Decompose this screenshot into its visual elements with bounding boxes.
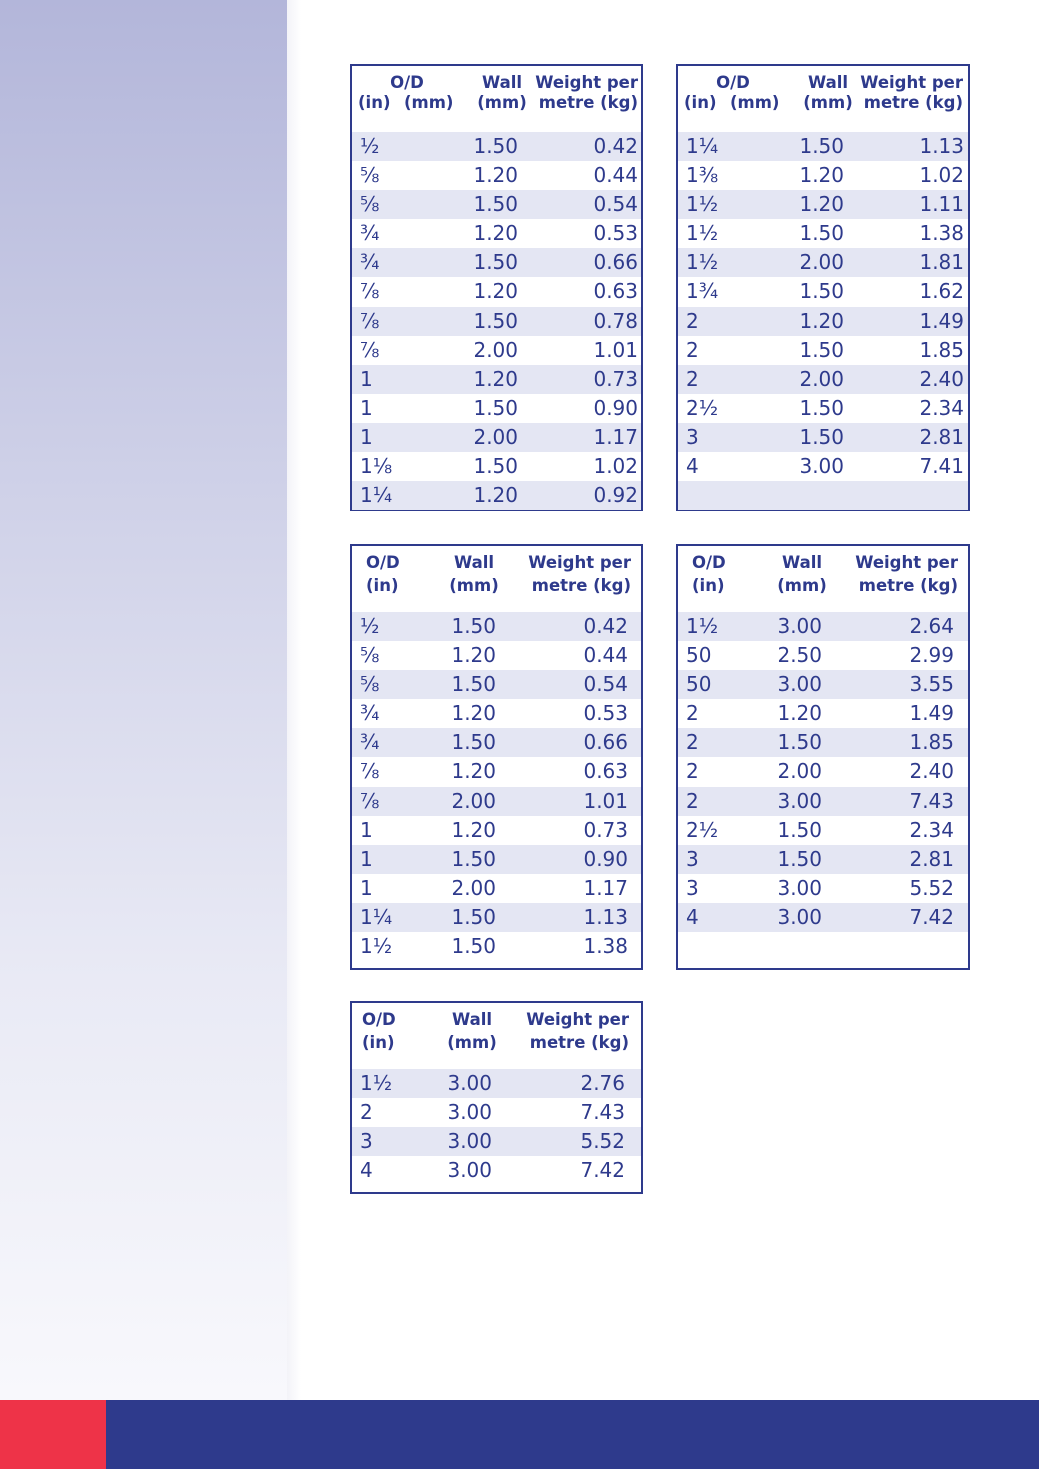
table-row (352, 161, 641, 190)
weight-cell: 0.44 (593, 163, 638, 188)
weight-cell: 0.53 (593, 221, 638, 246)
weight-cell: 0.73 (593, 366, 638, 391)
weight-cell: 0.90 (583, 846, 628, 871)
od-cell: ⅞ (360, 788, 380, 813)
wall-cell: 1.20 (451, 759, 496, 784)
footer-red-block (0, 1400, 106, 1469)
tube-table-2 (676, 64, 970, 511)
wall-cell: 1.20 (473, 221, 518, 246)
table-row (678, 219, 968, 248)
wall-cell: 1.50 (799, 134, 844, 158)
wall-cell: 1.20 (451, 643, 496, 668)
table-row (352, 452, 641, 481)
wall-cell: 2.00 (451, 788, 496, 813)
weight-cell: 5.52 (909, 875, 954, 900)
table-row (352, 481, 641, 510)
weight-cell: 7.41 (919, 454, 964, 479)
in-unit: (in) (362, 1033, 395, 1052)
table-row (352, 1069, 641, 1098)
wall-header: Wall (451, 1010, 493, 1029)
table-row (352, 641, 641, 670)
table-row (352, 1156, 641, 1185)
weight-cell: 1.49 (909, 701, 954, 726)
in-unit: (in) (684, 93, 717, 112)
wall-cell: 1.20 (799, 192, 844, 217)
od-cell: 1½ (360, 1071, 393, 1095)
wall-header: Wall (807, 73, 849, 92)
weight-cell: 1.01 (583, 788, 628, 813)
wall-cell: 1.50 (799, 424, 844, 449)
wall-cell: 1.50 (473, 308, 518, 333)
od-cell: 50 (686, 643, 712, 668)
od-cell: 1⅜ (686, 163, 719, 188)
weight-unit: metre (kg) (538, 93, 638, 112)
od-cell: ¾ (360, 701, 380, 726)
table-row (678, 670, 968, 699)
od-cell: ⅝ (360, 672, 380, 697)
od-cell: 50 (686, 672, 712, 697)
weight-cell: 1.01 (593, 337, 638, 362)
wall-cell: 3.00 (447, 1129, 492, 1154)
weight-cell: 2.64 (909, 614, 954, 638)
sidebar-shadow (287, 0, 301, 1400)
weight-cell: 1.11 (919, 192, 964, 217)
wall-cell: 3.00 (447, 1071, 492, 1095)
weight-cell: 1.85 (919, 337, 964, 362)
weight-unit: metre (kg) (863, 93, 963, 112)
od-header: O/D (366, 553, 400, 572)
wall-cell: 3.00 (447, 1100, 492, 1125)
wall-cell: 1.20 (473, 279, 518, 304)
weight-cell: 2.40 (919, 366, 964, 391)
od-cell: 3 (686, 875, 699, 900)
weight-header: Weight per (860, 73, 963, 92)
wall-header: Wall (453, 553, 495, 572)
wall-cell: 1.20 (799, 163, 844, 188)
od-cell: 2 (686, 308, 699, 333)
weight-cell: 0.90 (593, 395, 638, 420)
wall-cell: 3.00 (799, 454, 844, 479)
wall-cell: 1.50 (799, 221, 844, 246)
table-header (352, 1003, 641, 1067)
table-row (678, 277, 968, 306)
od-header: O/D (716, 73, 750, 92)
od-cell: 4 (686, 904, 699, 929)
table-row (352, 1098, 641, 1127)
table-row (352, 728, 641, 757)
table-header (678, 546, 968, 610)
weight-cell: 1.81 (919, 250, 964, 275)
footer-blue-bar (106, 1400, 1039, 1469)
weight-header: Weight per (855, 553, 958, 572)
od-cell: 2 (686, 759, 699, 784)
wall-cell: 3.00 (777, 614, 822, 638)
table-row (678, 845, 968, 874)
wall-cell: 1.50 (473, 454, 518, 479)
table-row (678, 190, 968, 219)
weight-unit: metre (kg) (858, 576, 958, 595)
od-cell: 1 (360, 366, 373, 391)
table-body (678, 612, 968, 932)
mm-unit: (mm) (404, 93, 454, 112)
od-cell: ⅞ (360, 759, 380, 784)
table-row (352, 336, 641, 365)
od-cell: ⅝ (360, 192, 380, 217)
weight-cell: 1.13 (919, 134, 964, 158)
od-cell: 1 (360, 846, 373, 871)
weight-cell: 1.38 (919, 221, 964, 246)
weight-header: Weight per (528, 553, 631, 572)
weight-unit: metre (kg) (529, 1033, 629, 1052)
table-row (678, 757, 968, 786)
table-row (678, 132, 968, 161)
table-row (352, 612, 641, 641)
weight-cell: 0.54 (593, 192, 638, 217)
table-row (678, 728, 968, 757)
sidebar-gradient-panel (0, 0, 287, 1400)
wall-cell: 1.50 (799, 395, 844, 420)
wall-cell: 1.20 (451, 701, 496, 726)
weight-header: Weight per (526, 1010, 629, 1029)
wall-cell: 1.50 (473, 250, 518, 275)
weight-cell: 2.40 (909, 759, 954, 784)
wall-cell: 3.00 (777, 672, 822, 697)
table-row (352, 394, 641, 423)
weight-cell: 0.42 (583, 614, 628, 638)
table-row (678, 161, 968, 190)
od-cell: ⅝ (360, 163, 380, 188)
table-row (352, 816, 641, 845)
od-cell: 3 (686, 424, 699, 449)
wall-unit: (mm) (777, 576, 827, 595)
wall-cell: 2.50 (777, 643, 822, 668)
table-row (678, 816, 968, 845)
od-cell: 1¼ (686, 134, 719, 158)
weight-cell: 2.76 (580, 1071, 625, 1095)
weight-cell: 2.81 (919, 424, 964, 449)
od-cell: 2½ (686, 817, 719, 842)
table-row (678, 423, 968, 452)
table-row (352, 219, 641, 248)
table-row (352, 757, 641, 786)
weight-cell: 0.66 (583, 730, 628, 755)
weight-cell: 7.42 (580, 1158, 625, 1183)
wall-cell: 2.00 (799, 250, 844, 275)
weight-cell: 1.02 (593, 454, 638, 479)
weight-cell: 1.85 (909, 730, 954, 755)
wall-cell: 1.20 (473, 366, 518, 391)
wall-header: Wall (481, 73, 523, 92)
table-row (352, 1127, 641, 1156)
wall-cell: 1.50 (777, 846, 822, 871)
table-row (678, 699, 968, 728)
weight-cell: 2.99 (909, 643, 954, 668)
od-cell: 2½ (686, 395, 719, 420)
wall-cell: 1.50 (451, 846, 496, 871)
tube-table-1 (350, 64, 643, 511)
wall-cell: 3.00 (777, 875, 822, 900)
tube-table-4 (676, 544, 970, 970)
od-cell: 4 (686, 454, 699, 479)
table-row (352, 699, 641, 728)
od-cell: ½ (360, 134, 380, 158)
weight-cell: 7.43 (580, 1100, 625, 1125)
od-cell: 2 (686, 788, 699, 813)
table-row (352, 932, 641, 961)
table-header (352, 66, 641, 130)
wall-cell: 1.50 (451, 672, 496, 697)
table-row (678, 874, 968, 903)
wall-cell: 2.00 (473, 424, 518, 449)
od-cell: 1½ (686, 250, 719, 275)
table-row (352, 423, 641, 452)
weight-cell: 0.92 (593, 483, 638, 508)
wall-cell: 2.00 (799, 366, 844, 391)
table-row (678, 612, 968, 641)
table-row (352, 670, 641, 699)
weight-cell: 0.44 (583, 643, 628, 668)
wall-cell: 1.20 (777, 701, 822, 726)
weight-cell: 0.66 (593, 250, 638, 275)
od-header: O/D (362, 1010, 396, 1029)
od-cell: 1½ (686, 192, 719, 217)
wall-cell: 1.50 (799, 279, 844, 304)
weight-cell: 1.17 (593, 424, 638, 449)
weight-cell: 2.34 (919, 395, 964, 420)
weight-header: Weight per (535, 73, 638, 92)
wall-cell: 1.50 (777, 730, 822, 755)
wall-header: Wall (781, 553, 823, 572)
wall-unit: (mm) (447, 1033, 497, 1052)
wall-cell: 1.20 (473, 163, 518, 188)
od-cell: 1 (360, 875, 373, 900)
wall-cell: 1.50 (473, 134, 518, 158)
table-row (678, 787, 968, 816)
wall-cell: 1.50 (473, 395, 518, 420)
od-cell: ½ (360, 614, 380, 638)
table-row (352, 132, 641, 161)
wall-cell: 1.20 (473, 483, 518, 508)
od-cell: 1½ (686, 221, 719, 246)
tube-table-3 (350, 544, 643, 970)
table-row (352, 190, 641, 219)
wall-unit: (mm) (477, 93, 527, 112)
od-cell: ¾ (360, 250, 380, 275)
wall-cell: 1.50 (451, 904, 496, 929)
od-cell: 2 (686, 730, 699, 755)
od-cell: 1¼ (360, 904, 393, 929)
tube-table-5 (350, 1001, 643, 1194)
od-cell: 2 (686, 366, 699, 391)
od-cell: 1½ (360, 934, 393, 959)
weight-unit: metre (kg) (531, 576, 631, 595)
weight-cell: 1.38 (583, 934, 628, 959)
weight-cell: 2.81 (909, 846, 954, 871)
od-cell: 1 (360, 424, 373, 449)
wall-unit: (mm) (449, 576, 499, 595)
wall-cell: 1.50 (451, 730, 496, 755)
table-row (352, 787, 641, 816)
od-cell: 1 (360, 395, 373, 420)
table-body (352, 612, 641, 961)
weight-cell: 0.53 (583, 701, 628, 726)
in-unit: (in) (366, 576, 399, 595)
wall-cell: 1.50 (777, 817, 822, 842)
table-row (678, 248, 968, 277)
weight-cell: 1.17 (583, 875, 628, 900)
weight-cell: 0.73 (583, 817, 628, 842)
table-row (678, 307, 968, 336)
in-unit: (in) (692, 576, 725, 595)
wall-cell: 2.00 (473, 337, 518, 362)
od-cell: ¾ (360, 221, 380, 246)
od-cell: 3 (360, 1129, 373, 1154)
od-cell: 1½ (686, 614, 719, 638)
table-body (352, 1069, 641, 1185)
od-cell: 1¼ (360, 483, 393, 508)
wall-unit: (mm) (803, 93, 853, 112)
od-cell: 2 (686, 337, 699, 362)
table-row (678, 903, 968, 932)
od-header: O/D (692, 553, 726, 572)
table-header (678, 66, 968, 130)
table-row (678, 641, 968, 670)
table-body (678, 132, 968, 510)
od-cell: 3 (686, 846, 699, 871)
weight-cell: 7.42 (909, 904, 954, 929)
od-cell: 1⅛ (360, 454, 393, 479)
table-header (352, 546, 641, 610)
weight-cell: 1.02 (919, 163, 964, 188)
wall-cell: 2.00 (777, 759, 822, 784)
od-header: O/D (390, 73, 424, 92)
weight-cell: 0.63 (593, 279, 638, 304)
table-row (352, 903, 641, 932)
od-cell: 2 (360, 1100, 373, 1125)
table-row (352, 307, 641, 336)
weight-cell: 7.43 (909, 788, 954, 813)
table-row (352, 874, 641, 903)
wall-cell: 3.00 (777, 904, 822, 929)
table-row (678, 336, 968, 365)
wall-cell: 1.20 (799, 308, 844, 333)
table-row (352, 845, 641, 874)
weight-cell: 5.52 (580, 1129, 625, 1154)
wall-cell: 1.50 (451, 934, 496, 959)
od-cell: 1¾ (686, 279, 719, 304)
weight-cell: 1.62 (919, 279, 964, 304)
table-body (352, 132, 641, 510)
od-cell: ⅞ (360, 279, 380, 304)
od-cell: ⅞ (360, 308, 380, 333)
weight-cell: 0.42 (593, 134, 638, 158)
weight-cell: 0.78 (593, 308, 638, 333)
weight-cell: 3.55 (909, 672, 954, 697)
od-cell: ⅝ (360, 643, 380, 668)
table-row (678, 394, 968, 423)
wall-cell: 1.50 (799, 337, 844, 362)
weight-cell: 0.63 (583, 759, 628, 784)
wall-cell: 1.50 (451, 614, 496, 638)
table-row (352, 248, 641, 277)
od-cell: 2 (686, 701, 699, 726)
table-row (678, 365, 968, 394)
wall-cell: 1.50 (473, 192, 518, 217)
in-unit: (in) (358, 93, 391, 112)
wall-cell: 2.00 (451, 875, 496, 900)
wall-cell: 3.00 (777, 788, 822, 813)
table-row (678, 452, 968, 481)
table-row (678, 481, 968, 510)
od-cell: ⅞ (360, 337, 380, 362)
od-cell: ¾ (360, 730, 380, 755)
wall-cell: 3.00 (447, 1158, 492, 1183)
table-row (352, 277, 641, 306)
weight-cell: 1.13 (583, 904, 628, 929)
od-cell: 4 (360, 1158, 373, 1183)
weight-cell: 1.49 (919, 308, 964, 333)
mm-unit: (mm) (730, 93, 780, 112)
weight-cell: 0.54 (583, 672, 628, 697)
wall-cell: 1.20 (451, 817, 496, 842)
table-row (352, 365, 641, 394)
od-cell: 1 (360, 817, 373, 842)
weight-cell: 2.34 (909, 817, 954, 842)
